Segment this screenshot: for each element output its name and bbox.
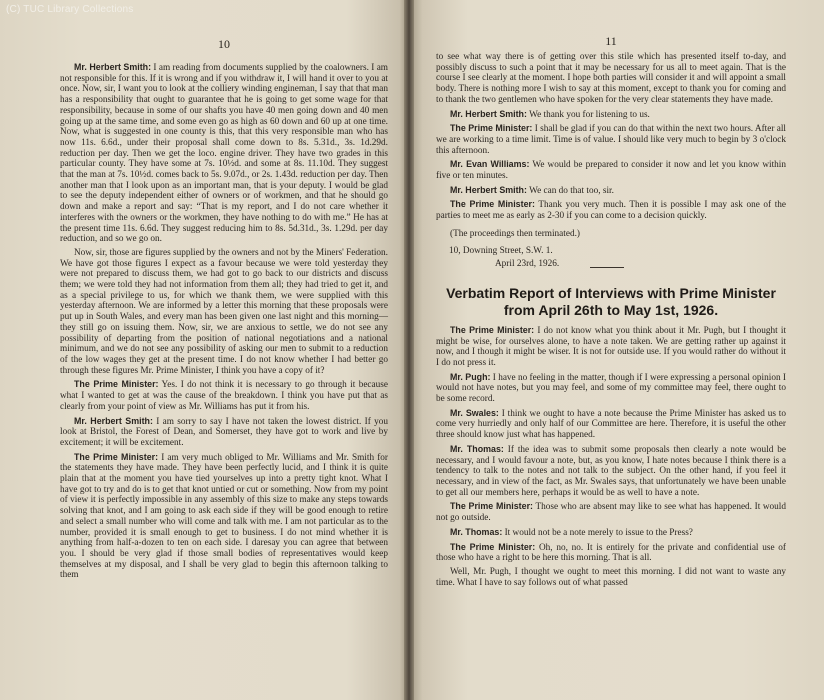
exchange [436,159,786,181]
book-gutter [404,0,414,700]
exchange [436,185,786,197]
page-number: 11 [605,34,617,48]
exchange [436,109,786,121]
date-line: April 23rd, 1926. [495,258,560,269]
report-heading: Verbatim Report of Interviews with Prime Minister from April 26th to May 1st, 1926. [446,284,776,318]
speaker-label: Mr. Evan Williams: [450,159,530,170]
speaker-label: Mr. Herbert Smith: [74,415,153,426]
report-paragraph [436,527,786,539]
exchange-text: I shall be glad if you can do that within the next two hours. After all we are working to a time limit. Time is of value. I should like very much to begin by 3 o'clock this afternoon. [436,124,787,156]
page-number: 10 [218,37,230,51]
report-text: If the idea was to submit some proposals then clearly a note would be necessary, and I would favour a note, but, as you know, I hate notes because I think there is a tendency to talk to the notes and not talk to the subject. On the other hand, if you feel it necessary, and in view of the fact, as Mr. Swales says, that unfortunately we have been unable to get all our members here, perhaps it would be as well to have a note. [436,444,786,498]
speaker-label: Mr. Pugh: [450,371,491,382]
paragraph [60,452,388,581]
exchange-text: Thank you very much. Then it is possible I may ask one of the parties to meet me as early as 2-30 if you can come to a decision quickly. [436,200,786,222]
report-paragraph [436,408,786,441]
speaker-label: The Prime Minister: [74,379,159,390]
exchange [436,123,786,156]
report-paragraph [436,325,786,369]
report-paragraph [436,501,786,523]
report-paragraph [436,567,786,588]
report-text: Those who are absent may like to see what has happened. It would not go outside. [436,502,787,524]
exchange-text: We can do that too, sir. [529,185,614,196]
report-paragraph [436,372,786,405]
paragraph [60,62,388,245]
report-text: Well, Mr. Pugh, I thought we ought to meet this morning. I did not want to waste any time. What I have to say follows out of what passed [436,566,786,588]
report-paragraph [436,542,786,564]
exchange-text: We thank you for listening to us. [529,109,650,120]
paragraph [60,248,388,376]
paragraph: to see what way there is of getting over this stile which has presented itself to-day, and possibly discuss to such a point that it may be necessary for us all to meet again. That is the course I see clearly at the moment. I hope both parties will consider it and will appoint a small body. There is nothing more I wish to say at this moment, except to thank you for coming and to thank the two gentlemen who have spoken for the very clear statements they have made. [436,52,786,105]
report-text: I do not know what you think about it Mr. Pugh, but I thought it might be wise, for ourselves alone, to have a note taken. We are getting rather up against it now, and I though it might be wiser. It is not for outside use. If you would rather do without it I do not press it. [436,325,787,368]
speaker-label: Mr. Thomas: [450,526,503,537]
address-line: 10, Downing Street, S.W. 1. [449,245,553,256]
speaker-label: Mr. Herbert Smith: [450,108,527,119]
paragraph-text: Yes. I do not think it is necessary to go through it because what I wanted to get at was the cause of the breakdown. I think you have put that as clearly from your point of view as Mr. Williams has put it from his. [60,380,388,412]
paragraph-text: Now, sir, those are figures supplied by the owners and not by the Miners' Federation. We have got those figures I expect as a favour because we were told yesterday they were not prepared to discuss them, we had got to go back to our districts and discuss them; we were told they had not information from them all; they had tried to get it, and as a special privilege to us, for which we thank them, we were supplied with this yesterday afternoon. We are informed by a letter this morning that these proposals were put up in South Wales, and every man has been given one last night and this morning—they still go on issuing them. Now, sir, we are anxious to settle, we do not see any possibility of departing from the position of national negotiations and a national minimum, and we do not see any possibility of asking our men to submit to a reduction of the low wages they get at the present time. I do not know whether I had better go through these figures Mr. Prime Minister, I think you have a copy of it? [60,247,388,376]
speaker-label: The Prime Minister: [450,541,536,552]
left-page [0,0,408,700]
speaker-label: The Prime Minister: [450,324,535,335]
speaker-label: Mr. Herbert Smith: [74,62,152,72]
speaker-label: The Prime Minister: [450,199,535,210]
right-page [410,0,824,700]
report-text: I have no feeling in the matter, though if I were expressing a personal opinion I would not have notes, but you may feel, and some of my committee may feel, there ought to be some record. [436,372,786,405]
paragraph [60,379,388,412]
paragraph-text: I am reading from documents supplied by the coalowners. I am not responsible for this. If it is wrong and if you withdraw it, I will hand it over to you at once. Now, sir, I want you to look at the colliery winding engineman, I say that that man has a responsibility that ought to guarantee that he is going to get some wage for that responsibility, because in some of our shafts you have 40 men going down and 40 men going up at the same time, and some even go as high as 60 down and 60 up at one time. Now, what is suggested in one county is this, that this very responsible man who has now 11s. 6.6d., under their proposal shall come down to 8s. 5.31d., 3s. 1d.29d. reduction per day. Then we get the loco. engine driver. They have two grades in this particular county. They have some at 7s. 10½d. and some at 8s. 11.10d. They suggest that the man at 7s. 10½d. comes back to 5s. 9.07d., or 2s. 1.43d. reduction per day. Then another man that I look upon as an important man, that is your deputy. I would be glad to see the deputy independent either of owners or of workmen, and that he should go down and make a report and say: “That is my report, and I do not care whether it interferes with the owners or the workmen, they have nothing to do with me.” He has at the present time 11s. 6.6d. They suggest reducing him to 8s. 5d.31d., 3s. 1.29d. per day reduction, and so we go on. [60,63,388,245]
report-text: I think we ought to have a note because the Prime Minister has asked us to come very hurriedly and only half of our Committee are here. Therefore, it is useful the other three should know just what has happened. [436,408,787,441]
speaker-label: Mr. Herbert Smith: [450,184,527,195]
exchange [436,199,786,221]
report-text: Oh, no, no. It is entirely for the private and confidential use of those who have a right to be here this morning. That is all. [436,542,787,564]
speaker-label: The Prime Minister: [450,123,533,134]
exchange-text: We would be prepared to consider it now and let you know within five or ten minutes. [436,160,786,182]
paragraph [60,416,388,449]
section-divider [590,267,624,268]
speaker-label: The Prime Minister: [74,451,159,462]
paragraph-text: I am very much obliged to Mr. Williams and Mr. Smith for the statements they have made. They have been perfectly lucid, and I think it is quite plain that at the moment you have tied yourselves up into a pretty tight knot. What I have got to try and do is to get that knot untied or cut or something. Now from my point of view it is perfectly impossible in any assembly of this size to make any steps towards solving that knot, and I am going to ask each side if they will be good enough to retire and select a small number who will come and talk with me. I am not particular as to the number, provided it is small enough to get to business. I do not mind whether it is anything from half-a-dozen to ten on each side. I daresay you can agree that between you. I should be very glad if those small bodies of representatives would keep themselves at my disposal, and I shall be very glad to begin this afternoon talking to them [60,452,389,581]
speaker-label: Mr. Thomas: [450,443,504,454]
speaker-label: Mr. Swales: [450,407,499,418]
report-text: It would not be a note merely to issue to the Press? [504,527,693,538]
report-paragraph [436,444,786,499]
proceedings-note: (The proceedings then terminated.) [450,228,580,239]
speaker-label: The Prime Minister: [450,501,533,512]
paragraph-text: I am sorry to say I have not taken the lowest district. If you look at Bristol, the Forest of Dean, and Somerset, they have got to work and live by excitement; it will be excitement. [60,416,388,448]
watermark: (C) TUC Library Collections [6,4,134,15]
